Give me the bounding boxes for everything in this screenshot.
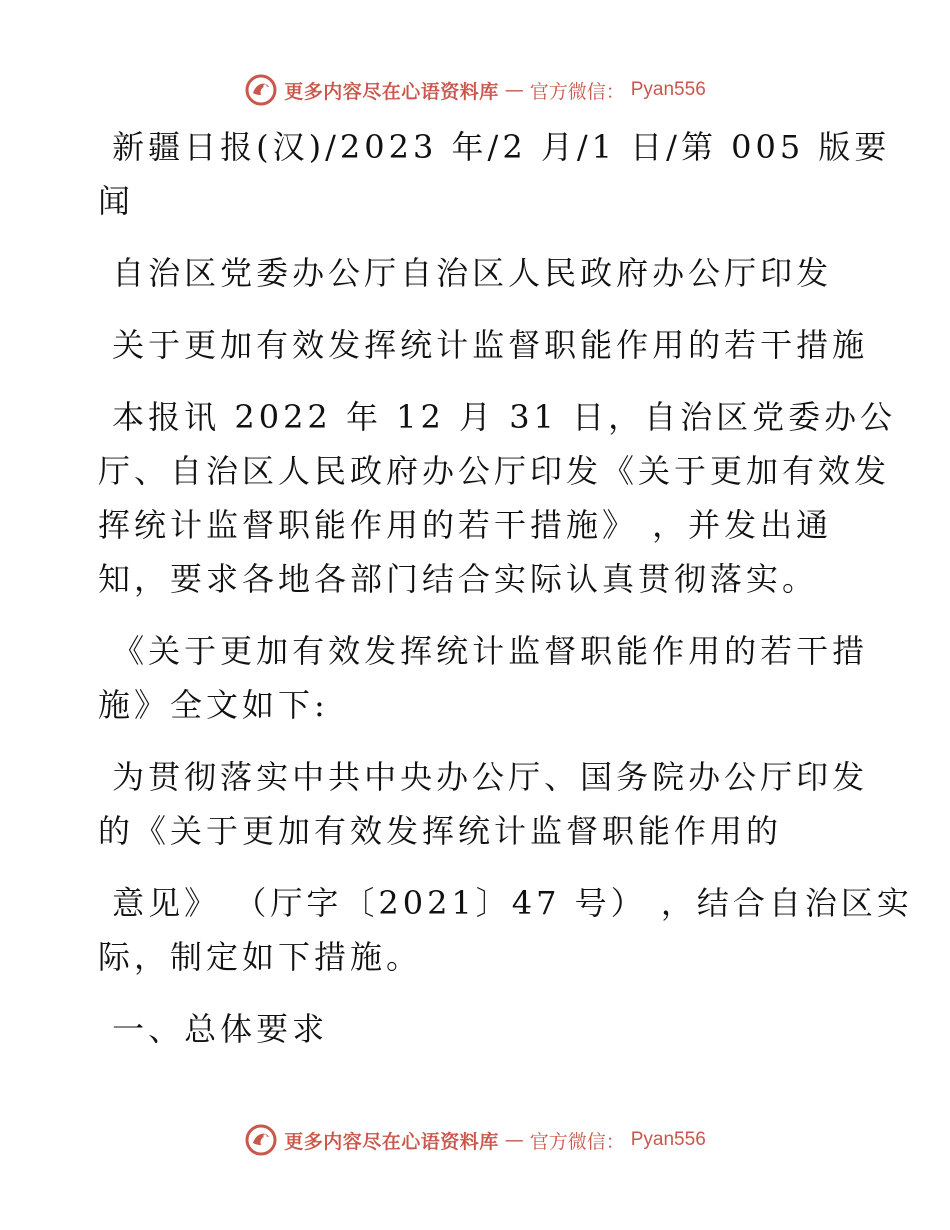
header-watermark: [0, 70, 950, 110]
watermark-separator: —: [504, 1129, 524, 1151]
lead-line-2: 厅、自治区人民政府办公厅印发《关于更加有效发: [98, 452, 891, 490]
reference-line-2: 际，制定如下措施。: [98, 938, 423, 976]
fulltext-intro: [98, 624, 869, 732]
lead-line-1: 本报讯 2022 年 12 月 31 日，自治区党委办公: [98, 398, 897, 436]
watermark-separator: —: [504, 79, 524, 101]
watermark-wechat-id: Pyan556: [630, 1129, 706, 1150]
section-heading-text: 一、总体要求: [98, 1010, 329, 1048]
article-body: [98, 120, 913, 1056]
headline-line-1: 自治区党委办公厅自治区人民政府办公厅印发: [98, 254, 833, 292]
watermark-slogan: 更多内容尽在心语资料库: [284, 1130, 499, 1153]
reference-paragraph: [98, 876, 913, 984]
lead-line-3: 挥统计监督职能作用的若干措施》 ，并发出通: [98, 506, 833, 544]
dateline-block: [98, 120, 891, 228]
headline-block: [98, 246, 858, 300]
purpose-line-1: 为贯彻落实中共中央办公厅、国务院办公厅印发: [98, 758, 869, 796]
title-line-1: 关于更加有效发挥统计监督职能作用的若干措施: [98, 326, 869, 364]
dragon-seal-logo-icon: [244, 73, 278, 107]
lead-paragraph: [98, 390, 897, 606]
purpose-paragraph: [98, 750, 869, 858]
lead-line-4: 知，要求各地各部门结合实际认真贯彻落实。: [98, 560, 819, 598]
watermark-slogan: 更多内容尽在心语资料库: [284, 80, 499, 103]
footer-watermark: [0, 1120, 950, 1160]
purpose-line-2: 的《关于更加有效发挥统计监督职能作用的: [98, 812, 783, 850]
dateline-line-1: 新疆日报(汉)/2023 年/2 月/1 日/第 005 版要: [98, 128, 891, 166]
section-heading: [98, 1002, 858, 1056]
watermark-label: 官方微信：: [529, 1130, 625, 1153]
watermark-wechat-id: Pyan556: [630, 79, 706, 100]
dragon-seal-logo-icon: [244, 1123, 278, 1157]
intro-line-2: 施》全文如下:: [98, 686, 329, 724]
intro-line-1: 《关于更加有效发挥统计监督职能作用的若干措: [98, 632, 869, 670]
dateline-line-2: 闻: [98, 182, 135, 220]
title-block: [98, 318, 869, 372]
reference-line-1: 意见》 （厅字〔2021〕47 号） ，结合自治区实: [98, 884, 913, 922]
watermark-label: 官方微信：: [529, 80, 625, 103]
